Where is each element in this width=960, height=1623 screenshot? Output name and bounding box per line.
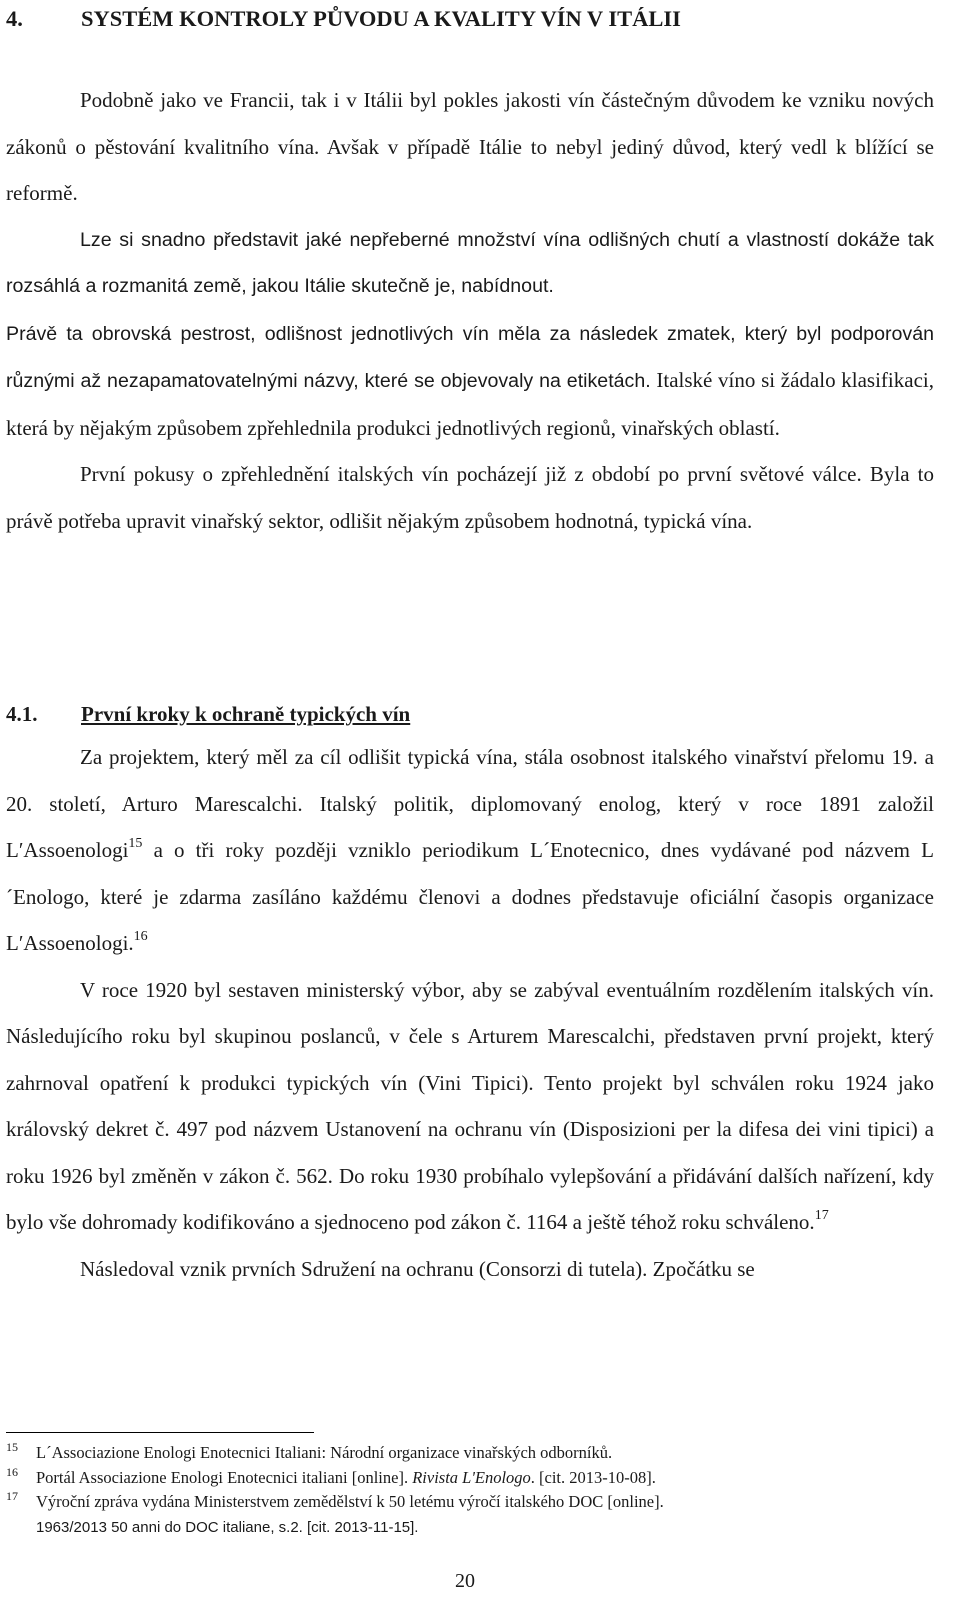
footnotes xyxy=(6,1441,934,1540)
chapter-title: SYSTÉM KONTROLY PŮVODU A KVALITY VÍN V ITÁLII xyxy=(81,6,681,31)
footnote-mark: 16 xyxy=(6,1464,18,1479)
footnote-text: Výroční zpráva vydána Ministerstvem zemědělství k 50 letému výročí italského DOC [online]. xyxy=(36,1492,664,1511)
footnote-ref-17[interactable]: 17 xyxy=(814,1208,829,1223)
section-paragraph-1-cont: a o tři roky později vzniklo periodikum L´Enotecnico, dnes vydávané pod názvem L´Enologo, které je zdarma zasíláno každému členovi a dodnes představuje oficiální časopis organizace L′Assoenologi. xyxy=(6,838,934,955)
footnote-ref-15[interactable]: 15 xyxy=(128,836,143,851)
chapter-heading xyxy=(6,4,936,34)
section-paragraph-3: Následoval vznik prvních Sdružení na ochranu (Consorzi di tutela). Zpočátku se xyxy=(80,1256,755,1281)
chapter-body xyxy=(6,77,934,544)
footnote-mark: 15 xyxy=(6,1440,18,1454)
footnote-text: L´Associazione Enologi Enotecnici Italiani: Národní organizace vinařských odborníků. xyxy=(36,1443,613,1462)
footnote-text: Portál Associazione Enologi Enotecnici italiani [online]. xyxy=(36,1467,413,1487)
chapter-paragraph-3-sans: Právě ta obrovská pestrost, odlišnost jednotlivých vín měla za následek zmatek, který byl podporován různými až nezapamatovatelnými názvy, které se objevovaly na etiketách. xyxy=(6,322,934,392)
section-paragraph-2-text: V roce 1920 byl sestaven ministerský výbor, aby se zabýval eventuálním rozdělením italských vín. Následujícího roku byl skupinou poslanců, v čele s Arturem Marescalchi, představen první projekt, který zahrnoval opatření k produkci typických vín (Vini Tipici). Tento projekt byl schválen roku 1924 jako královský dekret č. 497 pod názvem Ustanovení na ochranu vín (Disposizioni per la difesa dei vini tipici) a roku 1926 byl změněn v zákon č. 562. Do roku 1930 probíhalo vylepšování a přidávání dalších nařízení, kdy bylo vše dohromady kodifikováno a sjednoceno pod zákon č. 1164 a ještě téhož roku schváleno. xyxy=(6,977,934,1234)
chapter-paragraph-4: První pokusy o zpřehlednění italských vín pocházejí již z období po první světové válce. Byla to právě potřeba upravit vinařský sektor, odlišit nějakým způsobem hodnotná, typická vína. xyxy=(6,462,934,533)
chapter-paragraph-1: Podobně jako ve Francii, tak i v Itálii byl pokles jakosti vín částečným důvodem ke vzniku nových zákonů o pěstování kvalitního vína. Avšak v případě Itálie to nebyl jediný důvod, který vedl k blížící se reformě. xyxy=(6,88,934,205)
footnote-mark: 17 xyxy=(6,1489,18,1503)
section-paragraph-1 xyxy=(6,734,934,967)
section-paragraph-1-text: Za projektem, který měl za cíl odlišit typická vína, stála osobnost italského vinařství přelomu 19. a 20. století, Arturo Marescalchi. Italský politik, diplomovaný enolog, který v roce 1891 založil L′Assoenologi xyxy=(6,745,934,862)
chapter-number: 4. xyxy=(6,6,23,31)
page-number: 20 xyxy=(455,1570,475,1592)
footnote-17 xyxy=(6,1490,934,1540)
footnote-ref-16[interactable]: 16 xyxy=(133,929,148,944)
section-body xyxy=(6,734,934,1292)
footnote-15 xyxy=(6,1441,934,1466)
section-title: První kroky k ochraně typických vín xyxy=(81,702,411,726)
section-number: 4.1. xyxy=(6,702,38,726)
footnote-italic-title: Rivista L'Enologo xyxy=(412,1467,531,1487)
section-heading xyxy=(6,698,410,730)
footnote-separator xyxy=(6,1432,314,1433)
chapter-paragraph-3 xyxy=(6,310,934,452)
footnote-tail: . [cit. 2013-10-08]. xyxy=(530,1467,656,1487)
chapter-paragraph-2: Lze si snadno představit jaké nepřeberné množství vína odlišných chutí a vlastností dokáže tak rozsáhlá a rozmanitá země, jakou Itálie skutečně je, nabídnout. xyxy=(6,228,934,297)
section-paragraph-2 xyxy=(6,967,934,1246)
footnote-continuation: 1963/2013 50 anni do DOC italiane, s.2. [cit. 2013-11-15]. xyxy=(36,1518,419,1536)
chapter-paragraph-3-serif: Italské víno si žádalo klasifikaci, která by nějakým způsobem zpřehlednila produkci jednotlivých regionů, vinařských oblastí. xyxy=(6,368,934,440)
footnote-16 xyxy=(6,1466,934,1491)
